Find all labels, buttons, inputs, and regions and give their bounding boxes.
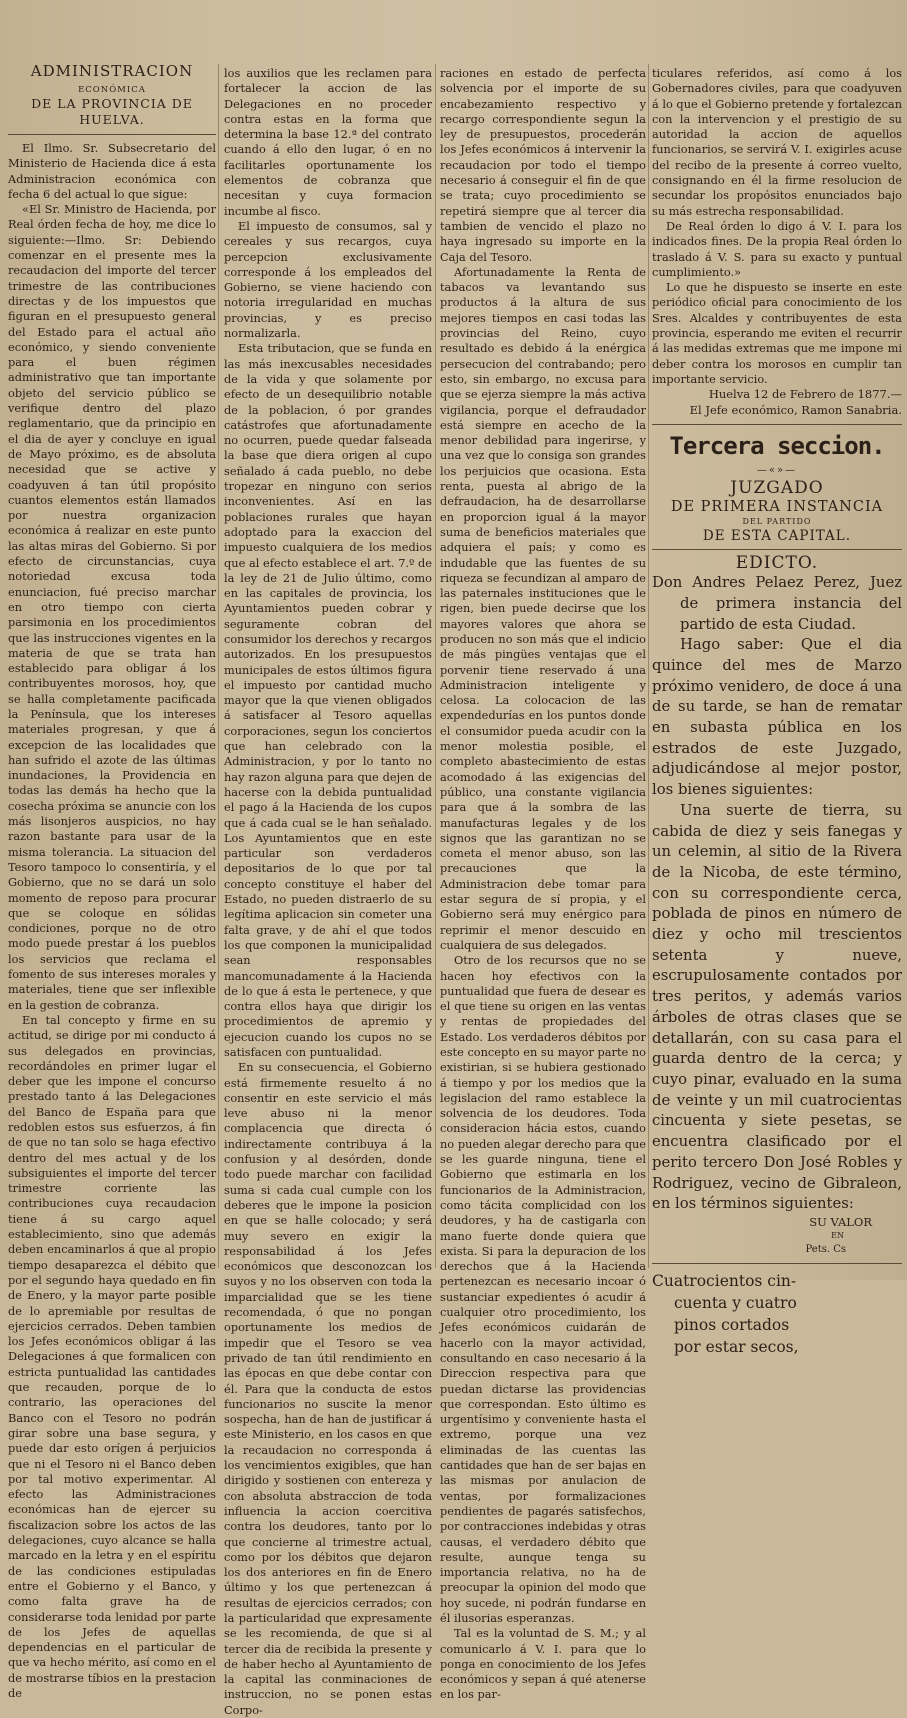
edict [652,573,902,1215]
item-line: cuenta y cuatro [674,1293,797,1312]
column-rule [648,64,649,1268]
section-title: Tercera seccion. [669,431,885,460]
paragraph: Afortunadamente la Renta de tabacos va levantando sus productos á la altura de sus mejores tiempos en casi todas las provincias del Reino, cuyo resultado es debido á la enérgica persecucion del contrabando; pero esto, sin embargo, no excusa para que se ejerza siempre la más activa vigilancia, porque el defraudador está siempre en acecho de la menor debilidad para ingerirse, y una vez que lo consiga son grandes los perjuicios que ocasiona. Esta renta, puesta al abrigo de la defraudacion, ha de desarrollarse en proporcion igual á la mayor suma de beneficios materiales que adquiera el país; y como es indudable que las fuentes de su riqueza se fecundizan al amparo de las paternales instituciones que le rigen, bien puede decirse que los mayores valores que ahora se producen no son más que el indicio de más pingües ventajas que el porvenir tiene reservado á una Administracion inteligente y celosa. La colocacion de las expendedurías en los puntos donde el consumidor pueda acudir con la menor molestia posible, el completo abastecimiento de estas acomodado á las exigencias del público, una constante vigilancia para que á la sombra de las manufacturas legales y de los signos que las garantizan no se cometa el menor abuso, son las precauciones que la Administracion debe tomar para estar segura de sí propia, y el Gobierno será muy enérgico para reprimir el menor descuido en cualquiera de sus delegados. [440,264,646,952]
district-label: DEL PARTIDO [742,517,812,527]
section-heading: ADMINISTRACION [30,62,194,80]
paragraph: De Real órden lo digo á V. I. para los indicados fines. De la propia Real órden lo traslado á V. S. para su exacto y puntual cumplimiento.» [652,218,902,279]
paragraph: En tal concepto y firme en su actitud, se dirige por mi conducto á sus delegados en provincias, recordándoles en primer lugar el deber que les impone el concurso prestado tanto á las Delegaciones del Banco de España para que redoblen estos sus esfuerzos, á fin de que no tan solo se haga efectivo dentro del mes actual y de los subsiguientes el importe del tercer trimestre corriente las contribuciones cuya recaudacion tiene á su cargo aquel establecimiento, sino que además deben encaminarlos á que al propio tiempo desaparezca el débito que por el segundo haya quedado en fin de Enero, y la mayor parte posible de lo apremiable por resultas de ejercicios cerrados. Deben tambien los Jefes económicos obligar á las Delegaciones á que formalicen con estricta puntualidad las cantidades que recauden, porque de lo contrario, las operaciones del Banco con el Tesoro no podrán girar sobre una base segura, y puede dar esto orígen á perjuicios que ni el Tesoro ni el Banco deben por tal motivo experimentar. Al efecto las Administraciones económicas han de ejercer su fiscalizacion sobre los actos de las delegaciones, cuyo alcance se halla marcado en la letra y en el espíritu de las condiciones estipuladas entre el Gobierno y el Banco, y como falta grave ha de considerarse toda lenidad por parte de los Jefes de aquellas dependencias en el particular de que va hecho mérito, así como en el de mostrarse tíbios en la prestacion de [8,1012,216,1700]
value-header-en: EN [831,1230,844,1240]
item-line: por estar secos, [674,1337,799,1356]
divider [652,424,902,425]
court-subheading: DE PRIMERA INSTANCIA [670,499,884,516]
province-heading: DE LA PROVINCIA DE HUELVA. [8,96,216,135]
value-units: Pets. Cs [805,1243,846,1255]
column-rule [435,64,436,1268]
paragraph: Esta tributacion, que se funda en las más inexcusables necesidades de la vida y que solamente por efecto de un desequilibrio notable de la poblacion, ó por grandes catástrofes que afortunadamente no ocurren, puede quedar falseada la base que diera origen al cupo señalado á cada pueblo, no debe tropezar en ninguno con serios inconvenientes. Así en las poblaciones rurales que hayan adoptado para la exaccion del impuesto cualquiera de los medios que al efecto establece el art. 7.º de la ley de 21 de Julio último, como en las capitales de provincia, los Ayuntamientos pueden cobrar y seguramente cobran del consumidor los derechos y recargos autorizados. En los presupuestos municipales de estos últimos figura el impuesto por cantidad mucho mayor que la que vienen obligados á satisfacer al Tesoro aquellas corporaciones, segun los conciertos que han celebrado con la Administracion, y por lo tanto no hay razon alguna para que dejen de hacerse con la debida puntualidad el pago á la Hacienda de los cupos que á cada cual se le han señalado. Los Ayuntamientos que en este particular son verdaderos depositarios de lo que por tal concepto constituye el haber del Estado, no pueden distraerlo de su legítima aplicacion sin cometer una falta grave, y de ahí el que todos los que componen la municipalidad sean responsables mancomunadamente á la Hacienda de lo que á esta le pertenece, y que contra ellos haya que dirigir los procedimientos de apremio y ejecucion cuando los cupos no se satisfacen con puntualidad. [224,341,432,1059]
edict-paragraph: Una suerte de tierra, su cabida de diez y seis fanegas y un celemin, al sitio de la Rivera de la Nicoba, de este término, con su correspondiente cerca, poblada de pinos en número de diez y ocho mil trescientos setenta y nueve, escrupulosamente contados por tres peritos, y además varios árboles de otras clases que se detallarán, con su casa para el guarda dentro de la cerca; y cuyo pinar, evaluado en la suma de veinte y un mil cuatrocientas cincuenta y siete pesetas, se encuentra clasificado por el perito tercero Don José Robles y Rodriguez, vecino de Gibraleon, en los términos siguientes: [652,801,902,1213]
column-1 [8,62,216,1700]
divider [652,1263,902,1264]
signature: El Jefe económico, Ramon Sanabria. [689,402,902,417]
edict-paragraph: Hago saber: Que el dia quince del mes de Marzo próximo venidero, de doce á una de su tarde, se han de rematar en subasta pública en los estrados de este Juzgado, adjudicándose al mejor postor, los bienes siguientes: [652,636,902,799]
item-description [652,1270,902,1358]
column-4 [652,66,903,1356]
paragraph: raciones en estado de perfecta solvencia por el importe de su encabezamiento respectivo y recargo correspondiente segun la ley de presupuestos, procederán los Jefes económicos á intervenir la recaudacion por todo el tiempo necesario á conseguir el fin de que se trata; cuyo procedimiento se repetirá siempre que al tercer dia tambien de vencido el plazo no haya ingresado su importe en la Caja del Tesoro. [440,66,646,264]
paragraph: El impuesto de consumos, sal y cereales y sus recargos, cuya percepcion exclusivamente corresponde á los empleados del Gobierno, se viene haciendo con notoria irregularidad en muchas provincias, y es preciso normalizarla. [224,218,432,341]
court-heading: JUZGADO [730,478,824,499]
paragraph: En su consecuencia, el Gobierno está firmemente resuelto á no consentir en este servicio el más leve abuso ni la menor complacencia que directa ó indirectamente contribuya á la confusion y al desórden, donde todo puede marchar con facilidad suma si cada cual cumple con los deberes que le impone la posicion en que se halle colocado; y será muy severo en exigir la responsabilidad á los Jefes económicos que desconozcan los suyos y no los observen con toda la imparcialidad que se les tiene recomendada, ó que no pongan oportunamente los medios de impedir que el Tesoro se vea privado de tan útil rendimiento en las épocas en que debe contar con él. Para que la conducta de estos funcionarios no suscite la menor sospecha, han de han de justificar á este Ministerio, en los casos en que la recaudacion no corresponda á los vencimientos exigibles, que han dirigido y sostienen con entereza y con absoluta abstraccion de toda influencia la accion coercitiva contra los deudores, tanto por lo que concierne al trimestre actual, como por los débitos que dejaron los dos anteriores en fin de Enero último y los que pertenezcan á resultas de ejercicios cerrados; con la particularidad que expresamente se les recomienda, de que si al tercer dia de recibida la presente y de haber hecho al Ayuntamiento de la capital las conminaciones de instruccion, no se ponen estas Corpo- [224,1060,432,1717]
section-subheading: ECONÓMICA [78,85,146,95]
paragraph: Tal es la voluntad de S. M.; y al comunicarlo á V. I. para que lo ponga en conocimiento de los Jefes económicos y sepan á qué atenerse en los par- [440,1626,646,1702]
paragraph: El Ilmo. Sr. Subsecretario del Ministerio de Hacienda dice á esta Administracion económica con fecha 6 del actual lo que sigue: [8,141,216,201]
column-3 [440,66,646,1702]
ornament: —«»— [756,464,798,476]
paragraph: ticulares referidos, así como á los Gobernadores civiles, para que coadyuven á lo que el Gobierno pretende y fortalezcan con la intervencion y el prestigio de su autoridad la accion de aquellos funcionarios, se servirá V. I. exigirles acuse del recibo de la presente á correo vuelto, consignando en él la firme resolucion de secundar los propósitos enunciados bajo su más estrecha responsabilidad. [652,66,903,218]
column-rule [218,64,219,1268]
capital-label: DE ESTA CAPITAL. [652,527,902,550]
item-line: pinos cortados [674,1315,790,1334]
edict-intro: Don Andres Pelaez Perez, Juez de primera instancia del partido de esta Ciudad. [652,574,902,633]
value-header: SU VALOR [809,1214,872,1229]
paragraph: Otro de los recursos que no se hacen hoy efectivos con la puntualidad que fuera de desear es el que tiene su origen en las ventas y rentas de propiedades del Estado. Los verdaderos débitos por este concepto en su mayor parte no existirian, si se hubiera gestionado á tiempo y por los medios que la legislacion del ramo establece la solvencia de los deudores. Toda consideracion hácia estos, cuando no pueden alegar derecho para que se les guarde ninguna, tiene el Gobierno que estimarla en los funcionarios de la Administracion, como tácita complicidad con los deudores, y ha de castigarla con mano fuerte donde quiera que exista. Si para la depuracion de los derechos que á la Hacienda pertenezcan es necesario incoar ó sustanciar expedientes ó acudir á cualquier otro procedimiento, los Jefes económicos cuidarán de hacerlo con la mayor actividad, consultando en caso necesario á la Direccion respectiva para que puedan dictarse las providencias que correspondan. Esto último es urgentísimo y conveniente hasta el extremo, porque una vez eliminadas de las cuentas las cantidades que han de ser bajas en las mismas por anulacion de ventas, por formalizaciones pendientes de pagarés satisfechos, por contracciones indebidas y otras causas, el verdadero débito que resulte, aunque tenga su importancia relativa, no ha de preocupar la opinion del modo que hoy sucede, ni podrán fundarse en él ilusorias esperanzas. [440,953,646,1625]
paragraph: «El Sr. Ministro de Hacienda, por Real órden fecha de hoy, me dice lo siguiente:—Ilmo. Sr: Debiendo comenzar en el presente mes la recaudacion del importe del tercer trimestre de las contribuciones directas y de los impuestos que figuran en el presupuesto general del Estado para el actual año económico, y siendo conveniente para el buen régimen administrativo que tan importante objeto del servicio público se verifique dentro del plazo reglamentario, que da principio en el dia de ayer y concluye en igual de Mayo próximo, es de absoluta necesidad que se active y coadyuven á tan útil propósito cuantos elementos están llamados por nuestra organizacion económica á realizar en este punto las altas miras del Gobierno. Si por efecto de circunstancias, cuya notoriedad excusa toda enunciacion, fué preciso marchar en otro tiempo con cierta parsimonia en los procedimientos que las instrucciones vigentes en la materia de que se trata han establecido para obligar á los contribuyentes morosos, hoy, que se halla completamente pacificada la Península, que los intereses materiales progresan, y que á excepcion de las localidades que han sufrido el azote de las últimas inundaciones, la Providencia en todas las demás ha hecho que la cosecha próxima se anuncie con los más lisonjeros auspicios, no hay razon bastante para usar de la misma tolerancia. La situacion del Tesoro tampoco lo consentiría, y el Gobierno, que no se dará un solo momento de reposo para procurar que se coloque en sólidas condiciones, porque no de otro modo puede prestar á los pueblos los servicios que reclama el fomento de sus intereses morales y materiales, tiene que ser inflexible en la gestion de cobranza. [8,202,216,1012]
item-line: Cuatrocientos cin- [652,1271,797,1290]
column-2 [224,66,432,1717]
paragraph: Lo que he dispuesto se inserte en este periódico oficial para conocimiento de los Sres. Alcaldes y contribuyentes de esta provincia, esperando me eviten el recurrir á las medidas extremas que me impone mi deber contra los morosos en cumplir tan importante servicio. [652,280,902,386]
edict-title: EDICTO. [735,553,819,574]
date-line: Huelva 12 de Febrero de 1877.— [708,387,902,402]
paragraph: los auxilios que les reclamen para fortalecer la accion de las Delegaciones en no proceder contra estas en la forma que determina la base 12.ª del contrato cuando á ello den lugar, ó en no facilitarles oportunamente los elementos de cobranza que necesitan y cuya formacion incumbe al fisco. [224,66,432,218]
